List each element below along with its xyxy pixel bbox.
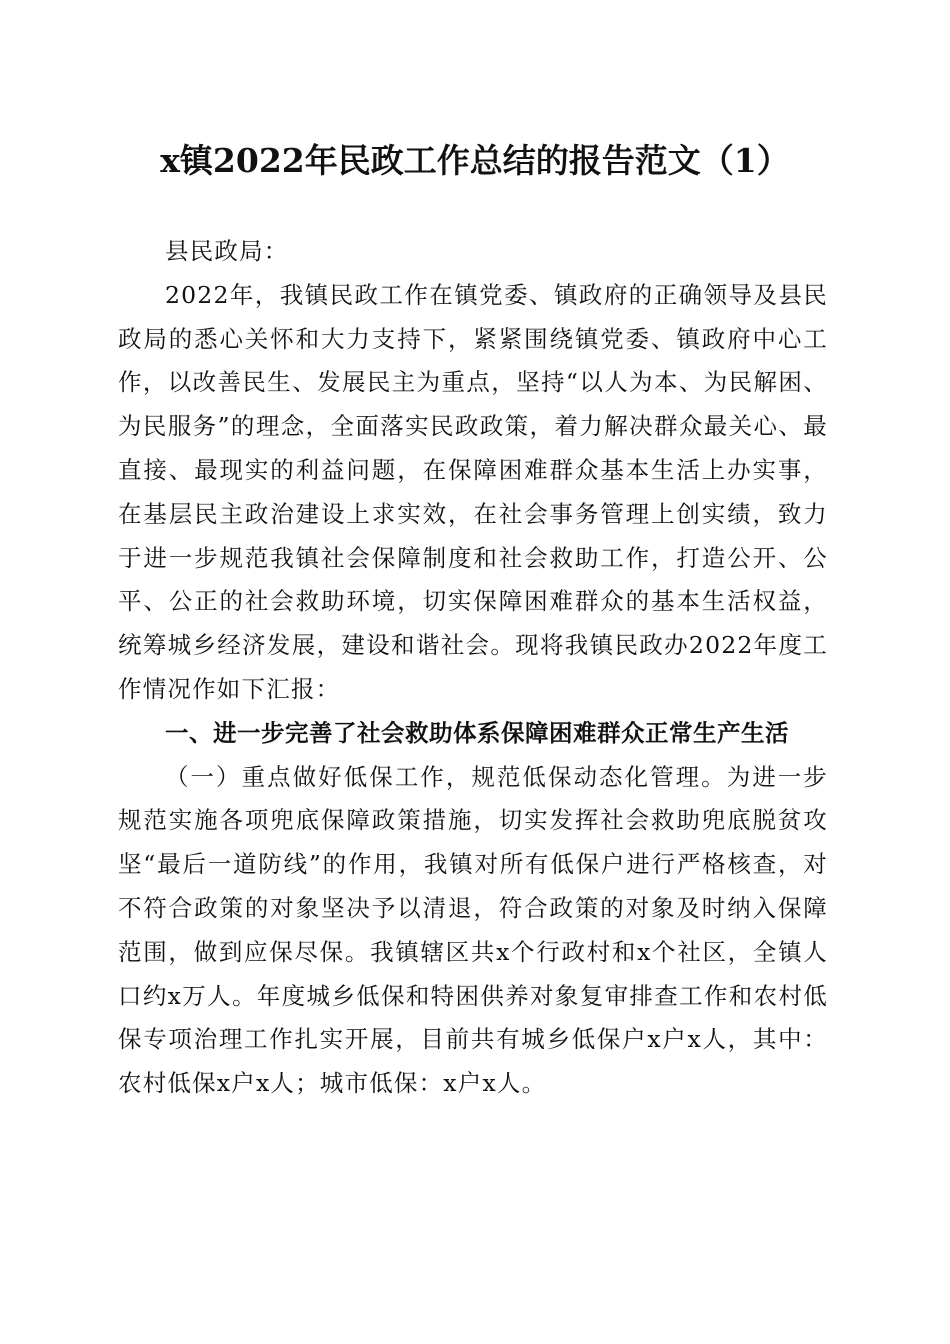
subsection-1-paragraph [118, 756, 828, 1106]
document-title: x镇2022年民政工作总结的报告范文（1） [160, 141, 790, 180]
document-body [118, 230, 828, 1106]
section-1-heading: 一、进一步完善了社会救助体系保障困难群众正常生产生活 [165, 718, 789, 747]
intro-paragraph: 2022年，我镇民政工作在镇党委、镇政府的正确领导及县民政局的悉心关怀和大力支持下，紧紧围绕镇党委、镇政府中心工作，以改善民生、发展民主为重点，坚持“以人为本、为民解困、为民服务”的理念，全面落实民政政策，着力解决群众最关心、最直接、最现实的利益问题，在保障困难群众基本生活上办实事，在基层民主政治建设上求实效，在社会事务管理上创实绩，致力于进一步规范我镇社会保障制度和社会救助工作，打造公开、公平、公正的社会救助环境，切实保障困难群众的基本生活权益，统筹城乡经济发展，建设和谐社会。现将我镇民政办2022年度工作情况作如下汇报： [118, 280, 828, 703]
salutation: 县民政局： [165, 237, 289, 265]
subsection-1-text: 为进一步规范实施各项兜底保障政策措施，切实发挥社会救助兜底脱贫攻坚“最后一道防线”的作用，我镇对所有低保户进行严格核查，对不符合政策的对象坚决予以清退，符合政策的对象及时纳入保障范围，做到应保尽保。我镇辖区共x个行政村和x个社区，全镇人口约x万人。年度城乡低保和特困供养对象复审排查工作和农村低保专项治理工作扎实开展，目前共有城乡低保户x户x人，其中：农村低保x户x人；城市低保：x户x人。 [118, 762, 828, 1098]
subsection-1-label: （一）重点做好低保工作，规范低保动态化管理。 [165, 762, 727, 791]
